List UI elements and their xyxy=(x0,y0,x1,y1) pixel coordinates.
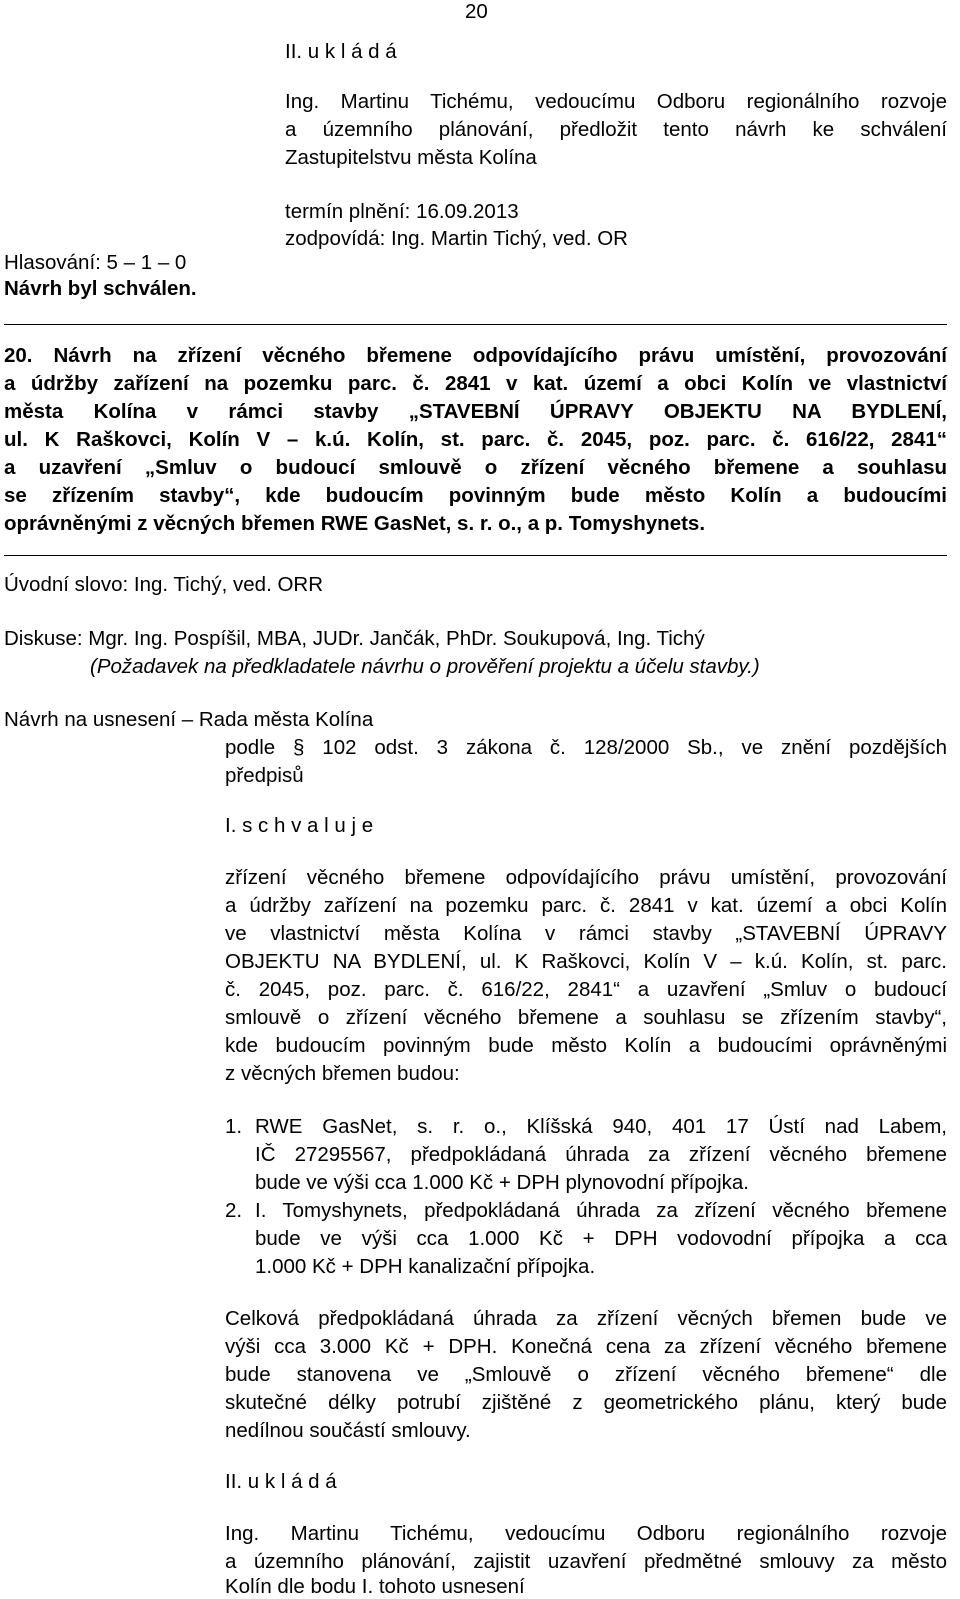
item-line-4: ul. K Raškovci, Kolín V – k.ú. Kolín, st. parc. č. 2045, poz. parc. č. 616/22, 2841“ xyxy=(4,428,947,451)
assign-heading: II. u k l á d á xyxy=(225,1470,337,1493)
vote-result: Hlasování: 5 – 1 – 0 xyxy=(4,251,187,274)
approve-line-1: zřízení věcného břemene odpovídajícího právu umístění, provozování xyxy=(225,866,947,889)
assign-line-3: Kolín dle bodu I. tohoto usnesení xyxy=(225,1575,525,1598)
total-line-1: Celková předpokládaná úhrada za zřízení věcných břemen bude ve xyxy=(225,1307,947,1330)
section-heading-uklada: II. u k l á d á xyxy=(285,40,397,63)
divider-top xyxy=(4,324,947,325)
assign-line-1: Ing. Martinu Tichému, vedoucímu Odboru regionálního rozvoje xyxy=(225,1522,947,1545)
list-item-2-line-2: bude ve výši cca 1.000 Kč + DPH vodovodní přípojka a cca xyxy=(255,1227,947,1250)
list-item-number: 2. xyxy=(225,1199,243,1222)
approval-result: Návrh byl schválen. xyxy=(4,277,197,300)
task-line-1: Ing. Martinu Tichému, vedoucímu Odboru regionálního rozvoje xyxy=(285,90,947,113)
list-item-2-line-3: 1.000 Kč + DPH kanalizační přípojka. xyxy=(255,1255,596,1278)
list-item-1-line-1: RWE GasNet, s. r. o., Klíšská 940, 401 17 Ústí nad Labem, xyxy=(255,1115,947,1138)
approve-line-5: č. 2045, poz. parc. č. 616/22, 2841“ a uzavření „Smluv o budoucí xyxy=(225,978,947,1001)
page-number: 20 xyxy=(465,0,488,23)
list-item-1-line-3: bude ve výši cca 1.000 Kč + DPH plynovodní přípojka. xyxy=(255,1171,749,1194)
item-line-3: města Kolína v rámci stavby „STAVEBNÍ ÚPRAVY OBJEKTU NA BYDLENÍ, xyxy=(4,400,947,423)
deadline: termín plnění: 16.09.2013 xyxy=(285,200,519,223)
intro-speech: Úvodní slovo: Ing. Tichý, ved. ORR xyxy=(4,573,324,596)
task-line-3: Zastupitelstvu města Kolína xyxy=(285,146,537,169)
assign-line-2: a územního plánování, zajistit uzavření předmětné smlouvy za město xyxy=(225,1550,947,1573)
approve-line-4: OBJEKTU NA BYDLENÍ, ul. K Raškovci, Kolín V – k.ú. Kolín, st. parc. xyxy=(225,950,947,973)
responsible-person: zodpovídá: Ing. Martin Tichý, ved. OR xyxy=(285,227,628,250)
task-line-2: a územního plánování, předložit tento návrh ke schválení xyxy=(285,118,947,141)
list-item-number: 1. xyxy=(225,1115,243,1138)
approve-line-7: kde budoucím povinným bude město Kolín a budoucími oprávněnými xyxy=(225,1034,947,1057)
item-line-5: a uzavření „Smluv o budoucí smlouvě o zřízení věcného břemene a souhlasu xyxy=(4,456,947,479)
list-item-1-line-2: IČ 27295567, předpokládaná úhrada za zřízení věcného břemene xyxy=(255,1143,947,1166)
legal-basis-line-2: předpisů xyxy=(225,764,304,787)
item-line-6: se zřízením stavby“, kde budoucím povinným bude město Kolín a budoucími xyxy=(4,484,947,507)
approve-line-2: a údržby zařízení na pozemku parc. č. 2841 v kat. území a obci Kolín xyxy=(225,894,947,917)
list-item-2-line-1: I. Tomyshynets, předpokládaná úhrada za zřízení věcného břemene xyxy=(255,1199,947,1222)
item-line-2: a údržby zařízení na pozemku parc. č. 2841 v kat. území a obci Kolín ve vlastnictví xyxy=(4,372,947,395)
total-line-5: nedílnou součástí smlouvy. xyxy=(225,1419,471,1442)
item-line-7: oprávněnými z věcných břemen RWE GasNet, s. r. o., a p. Tomyshynets. xyxy=(4,512,706,535)
approve-line-8: z věcných břemen budou: xyxy=(225,1062,460,1085)
legal-basis-line-1: podle § 102 odst. 3 zákona č. 128/2000 Sb., ve znění pozdějších xyxy=(225,736,947,759)
item-line-1: 20. Návrh na zřízení věcného břemene odpovídajícího právu umístění, provozování xyxy=(4,344,947,367)
total-line-4: skutečné délky potrubí zjištěné z geometrického plánu, který bude xyxy=(225,1391,947,1414)
approve-line-6: smlouvě o zřízení věcného břemene a souhlasu se zřízením stavby“, xyxy=(225,1006,947,1029)
discussion-note: (Požadavek na předkladatele návrhu o prověření projektu a účelu stavby.) xyxy=(90,655,760,678)
total-line-3: bude stanovena ve „Smlouvě o zřízení věcného břemene“ dle xyxy=(225,1363,947,1386)
divider-bottom xyxy=(4,555,947,556)
total-line-2: výši cca 3.000 Kč + DPH. Konečná cena za zřízení věcného břemene xyxy=(225,1335,947,1358)
approve-line-3: ve vlastnictví města Kolína v rámci stavby „STAVEBNÍ ÚPRAVY xyxy=(225,922,947,945)
resolution-title: Návrh na usnesení – Rada města Kolína xyxy=(4,708,374,731)
approve-heading: I. s c h v a l u j e xyxy=(225,814,374,837)
discussion-participants: Diskuse: Mgr. Ing. Pospíšil, MBA, JUDr. Jančák, PhDr. Soukupová, Ing. Tichý xyxy=(4,627,705,650)
